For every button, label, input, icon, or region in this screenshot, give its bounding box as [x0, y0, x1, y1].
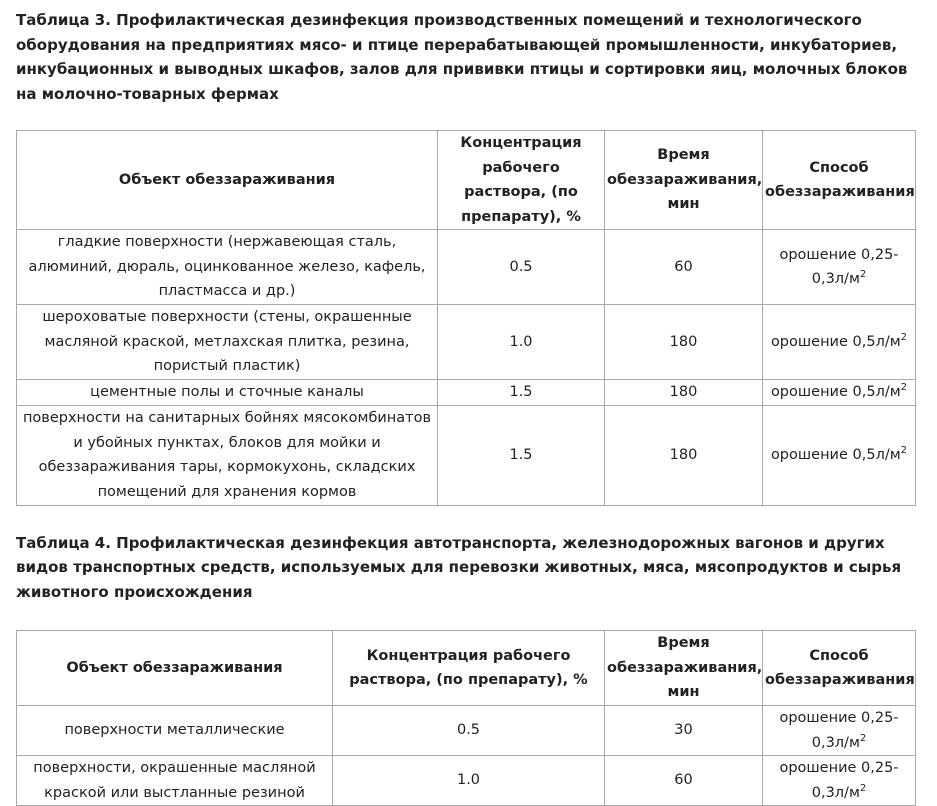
table-row	[17, 706, 916, 756]
table3-cell-method	[763, 305, 916, 380]
table3-header-method: Способ обеззараживания	[763, 131, 916, 230]
table4-cell-concentration: 1.0	[333, 756, 605, 806]
method-text: орошение 0,25-0,3л/м	[779, 246, 899, 287]
table4-header-concentration: Концентрация рабочего раствора, (по препарату), %	[333, 631, 605, 706]
table3-cell-time: 180	[605, 405, 763, 505]
table3-header-time: Время обеззараживания, мин	[605, 131, 763, 230]
table3-header-concentration: Концентрация рабочего раствора, (по препарату), %	[438, 131, 605, 230]
table3-cell-concentration: 1.5	[438, 380, 605, 406]
table4-cell-object: поверхности металлические	[17, 706, 333, 756]
table-row	[17, 405, 916, 505]
document	[16, 8, 916, 806]
table3-cell-concentration: 1.0	[438, 305, 605, 380]
table3-cell-object: гладкие поверхности (нержавеющая сталь, алюминий, дюраль, оцинкованное железо, кафель, пластмасса и др.)	[17, 230, 438, 305]
table4-header-object: Объект обеззараживания	[17, 631, 333, 706]
method-text: орошение 0,25-0,3л/м	[779, 760, 899, 801]
unit-exponent: 2	[900, 382, 908, 393]
table3-cell-time: 60	[605, 230, 763, 305]
table4-cell-time: 30	[605, 706, 763, 756]
table3-cell-method	[763, 405, 916, 505]
table3-cell-method	[763, 380, 916, 406]
table3-cell-concentration: 0.5	[438, 230, 605, 305]
table-row	[17, 230, 916, 305]
table3-cell-object: шероховатые поверхности (стены, окрашенные масляной краской, метлахская плитка, резина, пористый пластик)	[17, 305, 438, 380]
table4-cell-time: 60	[605, 756, 763, 806]
table3-cell-time: 180	[605, 305, 763, 380]
table-row	[17, 305, 916, 380]
table4-cell-object: поверхности, окрашенные масляной краской или выстланные резиной	[17, 756, 333, 806]
method-text: орошение 0,25-0,3л/м	[779, 710, 899, 751]
unit-exponent: 2	[859, 732, 867, 744]
unit-exponent: 2	[859, 269, 867, 280]
unit-exponent: 2	[900, 444, 908, 456]
table4-caption: Таблица 4. Профилактическая дезинфекция автотранспорта, железнодорожных вагонов и других видов транспортных средств, используемых для перевозки животных, мяса, мясопродуктов и сырья животного происхождения	[16, 533, 902, 601]
table3-caption: Таблица 3. Профилактическая дезинфекция производственных помещений и технологического оборудования на предприятиях мясо- и птице перерабатывающей промышленности, инкубаториев, инкубационных и выводных шкафов, залов для прививки птицы и сортировки яиц, молочных блоков на молочно-товарных фермах	[16, 11, 908, 103]
table4-cell-method	[763, 706, 916, 756]
unit-exponent: 2	[859, 782, 867, 794]
table-row	[17, 380, 916, 406]
table4-header-row	[17, 631, 916, 706]
method-text: орошение 0,5л/м	[770, 333, 901, 350]
table3	[16, 130, 916, 506]
table4-cell-concentration: 0.5	[333, 706, 605, 756]
table3-cell-concentration: 1.5	[438, 405, 605, 505]
method-text: орошение 0,5л/м	[770, 384, 901, 400]
table3-cell-object: поверхности на санитарных бойнях мясокомбинатов и убойных пунктах, блоков для мойки и обеззараживания тары, кормокухонь, складских помещений для хранения кормов	[17, 405, 438, 505]
table3-header-row	[17, 131, 916, 230]
table3-cell-method	[763, 230, 916, 305]
table3-header-object: Объект обеззараживания	[17, 131, 438, 230]
method-text: орошение 0,5л/м	[770, 446, 901, 463]
unit-exponent: 2	[900, 331, 908, 343]
table-row	[17, 756, 916, 806]
table4-header-time: Время обеззараживания, мин	[605, 631, 763, 706]
table3-cell-object: цементные полы и сточные каналы	[17, 380, 438, 406]
table4-cell-method	[763, 756, 916, 806]
table3-cell-time: 180	[605, 380, 763, 406]
table4	[16, 630, 916, 806]
table4-header-method: Способ обеззараживания	[763, 631, 916, 706]
